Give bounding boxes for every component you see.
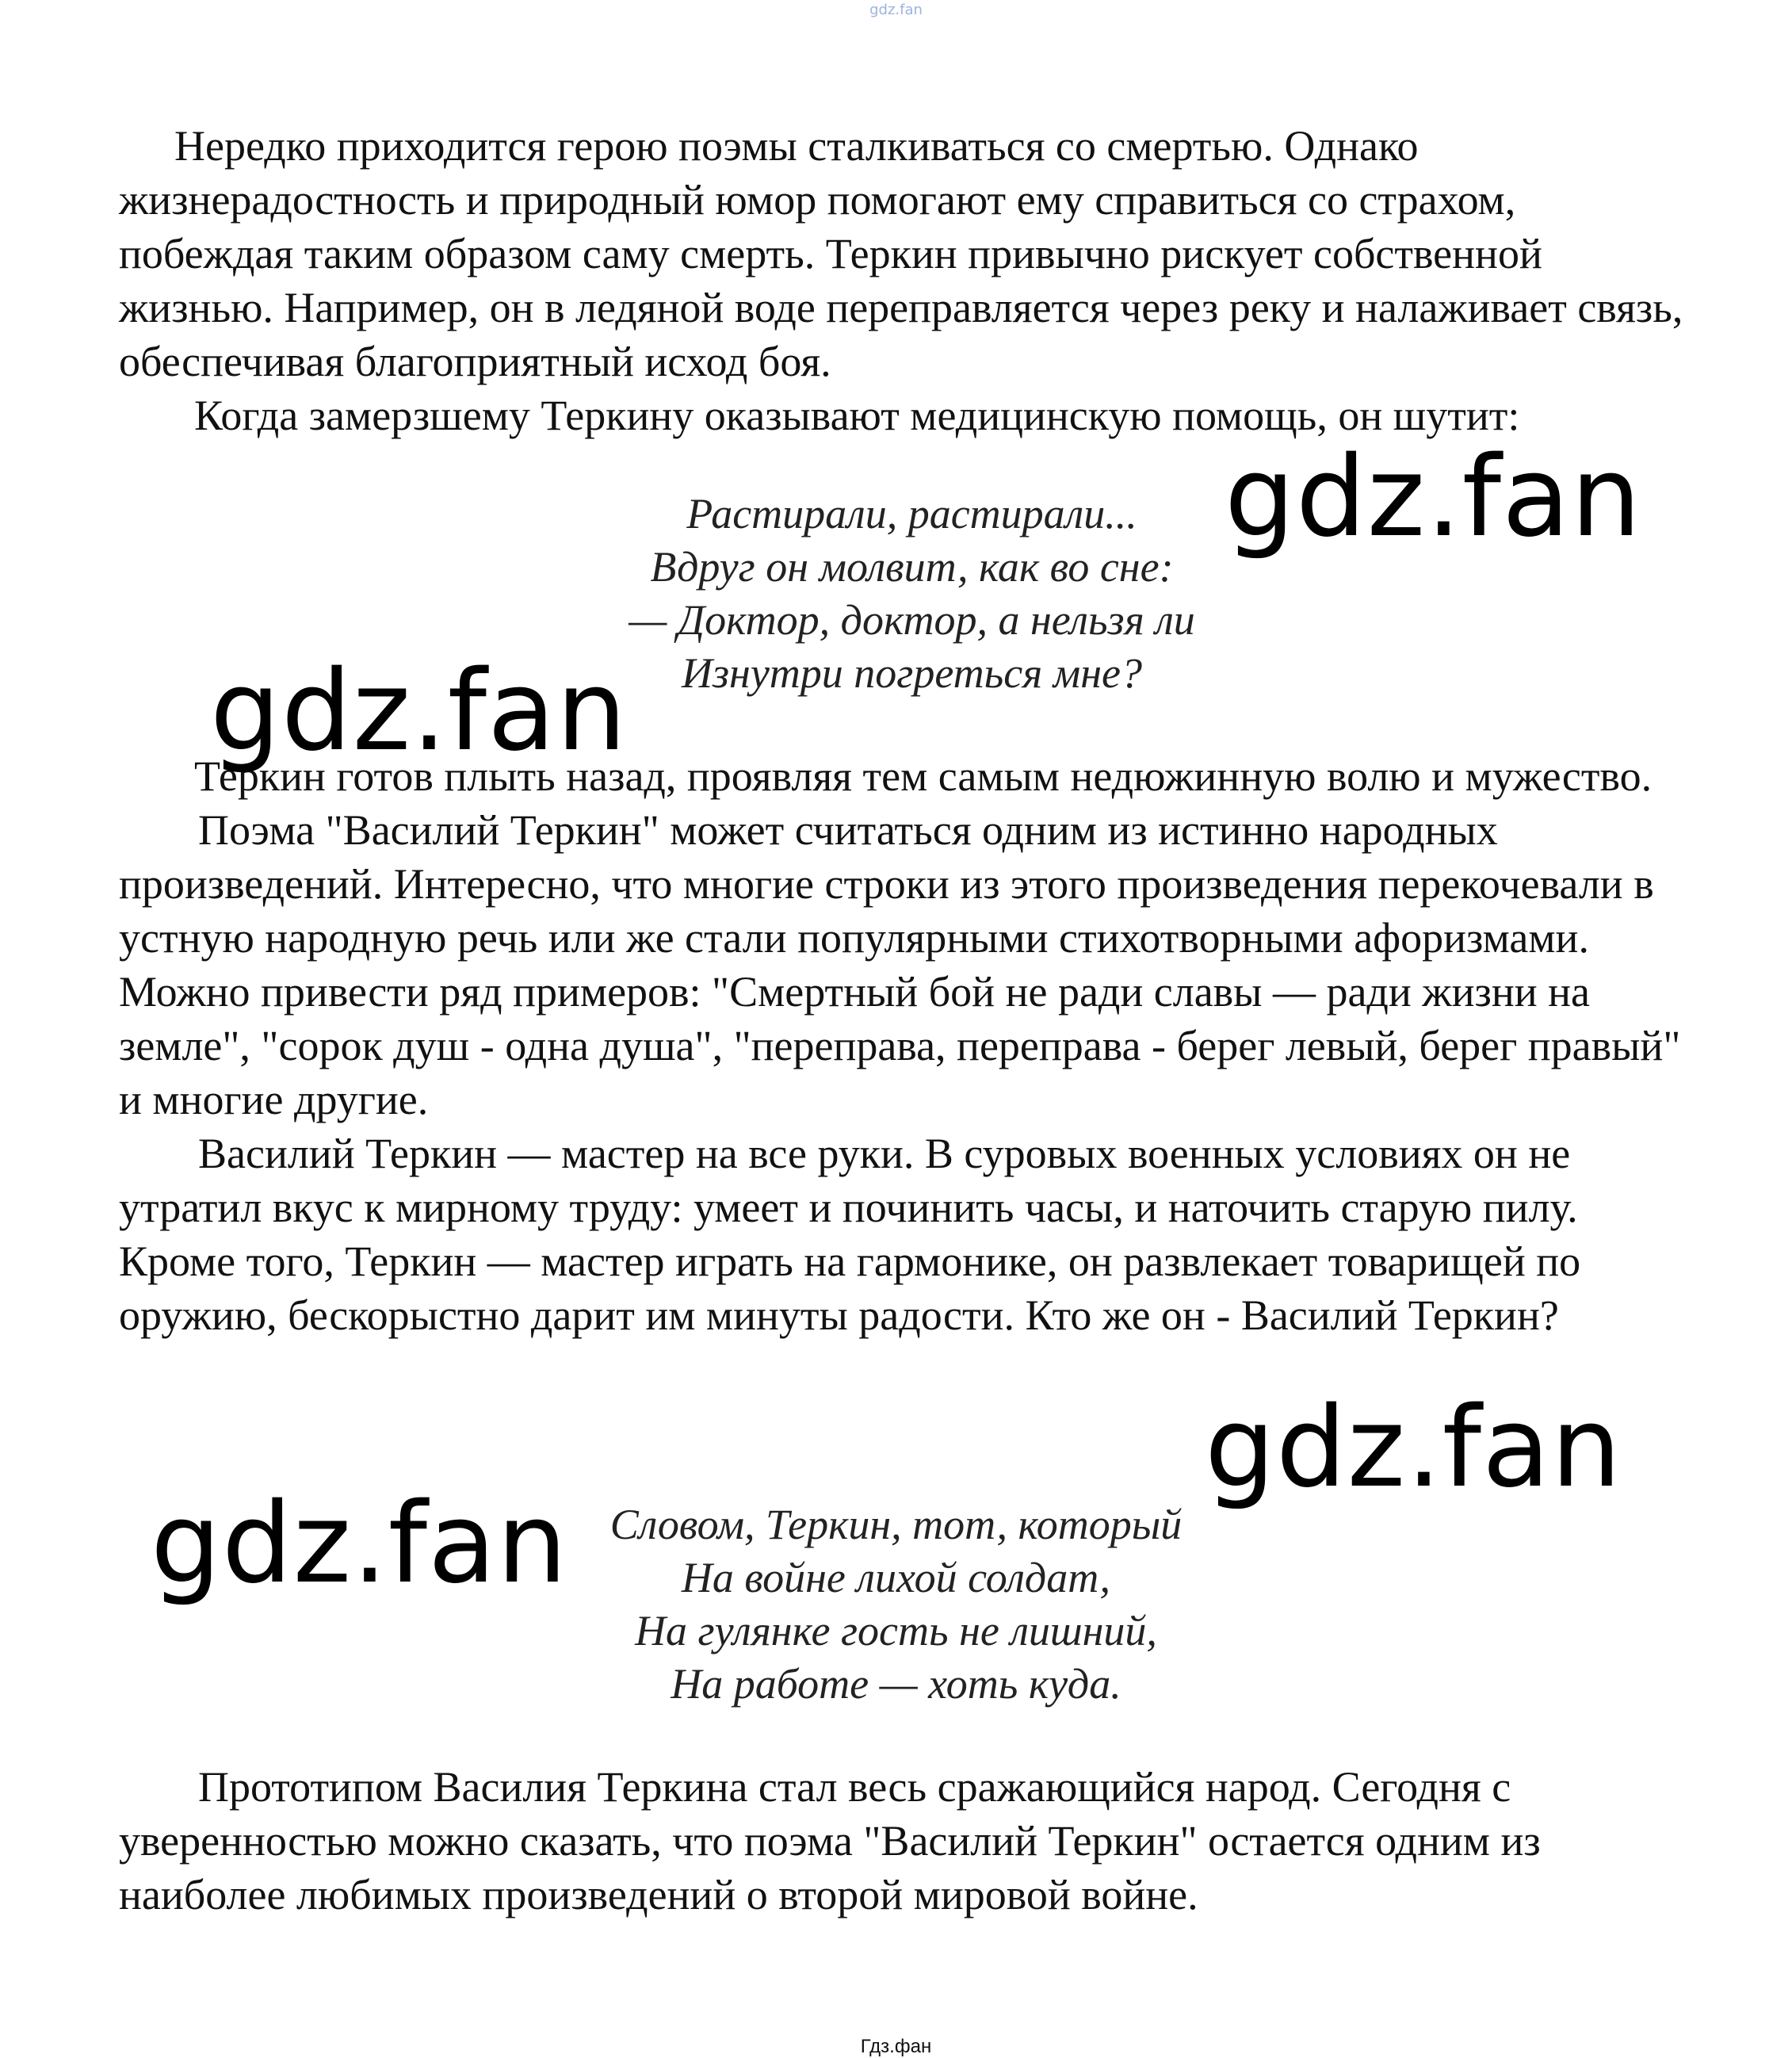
watermark-logo: gdz.fan — [210, 647, 628, 776]
poem-line: На войне лихой солдат, — [681, 1554, 1111, 1601]
paragraph: Поэма "Василий Теркин" может считаться одним из истинно народных произведений. Интересно, что многие строки из этого произведения перекочевали в устную народную речь или же стали популярными стихотворными афоризмами. Можно привести ряд примеров: "Смертный бой не ради славы — ради жизни на земле", "сорок душ - одна душа", "переправа, переправа - берег левый, берег правый" и многие другие. — [119, 806, 1681, 1123]
poem-line: На гулянке гость не лишний, — [635, 1607, 1157, 1654]
header-watermark: gdz.fan — [869, 2, 923, 18]
poem-line: Изнутри погреться мне? — [681, 649, 1142, 697]
poem-line: Вдруг он молвит, как во сне: — [650, 543, 1174, 591]
paragraph: Теркин готов плыть назад, проявляя тем самым недюжинную волю и мужество. — [194, 752, 1653, 800]
page-footer: Гдз.фан — [860, 2036, 932, 2057]
text-block-2 — [119, 749, 1688, 1342]
poem-line: — Доктор, доктор, а нельзя ли — [629, 596, 1195, 644]
poem-line: На работе — хоть куда. — [671, 1660, 1121, 1708]
watermark-logo: gdz.fan — [1205, 1383, 1622, 1513]
paragraph: Василий Теркин — мастер на все руки. В суровых военных условиях он не утратил вкус к мирному труду: умеет и починить часы, и наточить старую пилу. Кроме того, Теркин — мастер играть на гармонике, он развлекает товарищей по оружию, бескорыстно дарит им минуты радости. Кто же он - Василий Теркин? — [119, 1130, 1581, 1339]
poem-line: Словом, Теркин, тот, который — [609, 1501, 1183, 1548]
watermark-logo: gdz.fan — [1225, 433, 1642, 562]
paragraph: Когда замерзшему Теркину оказывают медицинскую помощь, он шутит: — [194, 392, 1520, 439]
paragraph: Прототипом Василия Теркина стал весь сражающийся народ. Сегодня с уверенностью можно сказать, что поэма "Василий Теркин" остается одним из наиболее любимых произведений о второй мировой войне. — [119, 1763, 1541, 1918]
watermark-logo: gdz.fan — [151, 1479, 568, 1609]
text-block-3 — [119, 1760, 1688, 1922]
poem-line: Растирали, растирали... — [686, 490, 1137, 537]
text-block-1 — [119, 119, 1688, 442]
paragraph: Нередко приходится герою поэмы сталкиваться со смертью. Однако жизнерадостность и природный юмор помогают ему справиться со страхом, побеждая таким образом саму смерть. Теркин привычно рискует собственной жизнью. Например, он в ледяной воде переправляется через реку и налаживает связь, обеспечивая благоприятный исход боя. — [119, 122, 1683, 385]
